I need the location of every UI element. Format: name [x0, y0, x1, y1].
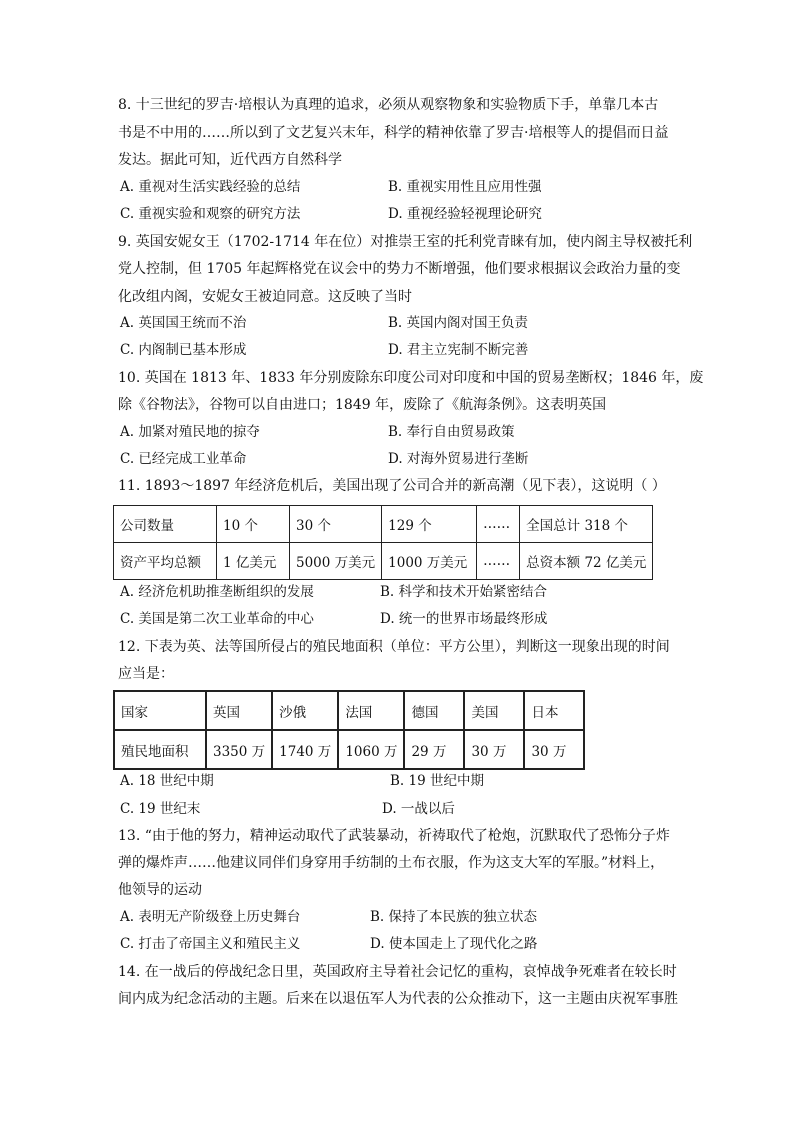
table-cell: 1000 万美元 [382, 543, 477, 580]
q8-option-d: D. 重视经验轻视理论研究 [388, 206, 542, 222]
q13-stem-line-1: 13. “由于他的努力，精神运动取代了武装暴动，祈祷取代了枪炮，沉默取代了恐怖分子炸 [118, 828, 670, 844]
table-row [114, 543, 653, 580]
q13-option-b: B. 保持了本民族的独立状态 [370, 909, 538, 925]
q9-option-a: A. 英国国王统而不治 [120, 315, 247, 331]
table-cell: 德国 [404, 691, 464, 730]
table-cell: 5000 万美元 [290, 543, 382, 580]
table-cell: 公司数量 [114, 506, 217, 543]
q8-stem-line-2: 书是不中用的……所以到了文艺复兴末年，科学的精神依靠了罗吉·培根等人的提倡而日益 [118, 125, 669, 141]
q8-option-a: A. 重视对生活实践经验的总结 [120, 179, 301, 195]
table-cell: 29 万 [404, 730, 464, 769]
q13-stem-line-3: 他领导的运动 [118, 882, 202, 898]
q12-colony-table [113, 690, 585, 770]
q9-option-c: C. 内阁制已基本形成 [120, 342, 247, 358]
q11-option-d: D. 统一的世界市场最终形成 [380, 611, 548, 627]
table-cell: 美国 [464, 691, 524, 730]
table-cell: 3350 万 [206, 730, 272, 769]
q12-option-a: A. 18 世纪中期 [120, 773, 214, 789]
table-cell: 法国 [338, 691, 404, 730]
q9-option-d: D. 君主立宪制不断完善 [388, 342, 529, 358]
q10-option-a: A. 加紧对殖民地的掠夺 [120, 424, 260, 440]
table-cell: …… [477, 506, 520, 543]
q14-stem-line-1: 14. 在一战后的停战纪念日里，英国政府主导着社会记忆的重构，哀悼战争死难者在较长时 [118, 964, 677, 980]
table-cell: 1060 万 [338, 730, 404, 769]
q13-option-d: D. 使本国走上了现代化之路 [370, 936, 538, 952]
q11-merger-table [113, 505, 653, 580]
q12-option-c: C. 19 世纪末 [120, 801, 201, 817]
table-cell: 资产平均总额 [114, 543, 217, 580]
table-cell: 英国 [206, 691, 272, 730]
q13-stem-line-2: 弹的爆炸声……他建议同伴们身穿用手纺制的土布衣服，作为这支大军的军服。”材料上， [118, 855, 665, 871]
q9-stem-line-1: 9. 英国安妮女王（1702-1714 年在位）对推崇王室的托利党青睐有加，使内阁主导权被托利 [118, 234, 693, 250]
table-cell: 1740 万 [272, 730, 338, 769]
q9-stem-line-2: 党人控制，但 1705 年起辉格党在议会中的势力不断增强，他们要求根据议会政治力量的变 [118, 261, 681, 277]
table-cell: 总资本额 72 亿美元 [520, 543, 653, 580]
q13-option-a: A. 表明无产阶级登上历史舞台 [120, 909, 301, 925]
q9-option-b: B. 英国内阁对国王负责 [388, 315, 529, 331]
q12-option-d: D. 一战以后 [382, 801, 455, 817]
table-cell: 30 万 [464, 730, 524, 769]
table-cell: 全国总计 318 个 [520, 506, 653, 543]
q12-option-b: B. 19 世纪中期 [390, 773, 484, 789]
q12-stem-line-1: 12. 下表为英、法等国所侵占的殖民地面积（单位：平方公里），判断这一现象出现的时间 [118, 639, 670, 655]
q11-stem-line-1: 11. 1893～1897 年经济危机后，美国出现了公司合并的新高潮（见下表），这说明（ ） [118, 478, 666, 494]
table-cell: 10 个 [217, 506, 290, 543]
table-cell: 日本 [524, 691, 584, 730]
table-cell: 30 万 [524, 730, 584, 769]
table-row [114, 730, 584, 769]
q14-stem-line-2: 间内成为纪念活动的主题。后来在以退伍军人为代表的公众推动下，这一主题由庆祝军事胜 [118, 991, 678, 1007]
table-row [114, 691, 584, 730]
q10-option-b: B. 奉行自由贸易政策 [388, 424, 515, 440]
q11-option-c: C. 美国是第二次工业革命的中心 [120, 611, 314, 627]
q13-option-c: C. 打击了帝国主义和殖民主义 [120, 936, 301, 952]
q9-stem-line-3: 化改组内阁，安妮女王被迫同意。这反映了当时 [118, 289, 412, 305]
q10-stem-line-1: 10. 英国在 1813 年、1833 年分别废除东印度公司对印度和中国的贸易垄断权；1846 年，废 [118, 370, 704, 386]
table-cell: …… [477, 543, 520, 580]
table-cell: 129 个 [382, 506, 477, 543]
table-cell: 沙俄 [272, 691, 338, 730]
table-row [114, 506, 653, 543]
q11-option-a: A. 经济危机助推垄断组织的发展 [120, 584, 314, 600]
q10-option-d: D. 对海外贸易进行垄断 [388, 451, 529, 467]
q11-option-b: B. 科学和技术开始紧密结合 [380, 584, 548, 600]
table-cell: 殖民地面积 [114, 730, 206, 769]
q8-stem-line-1: 8. 十三世纪的罗吉·培根认为真理的追求，必须从观察物象和实验物质下手，单靠几本古 [118, 97, 659, 113]
q10-stem-line-2: 除《谷物法》，谷物可以自由进口；1849 年，废除了《航海条例》。这表明英国 [118, 397, 607, 413]
table-cell: 30 个 [290, 506, 382, 543]
q10-option-c: C. 已经完成工业革命 [120, 451, 247, 467]
q8-option-b: B. 重视实用性且应用性强 [388, 179, 542, 195]
table-cell: 1 亿美元 [217, 543, 290, 580]
q12-stem-line-2: 应当是： [118, 666, 174, 682]
table-cell: 国家 [114, 691, 206, 730]
q8-option-c: C. 重视实验和观察的研究方法 [120, 206, 301, 222]
q8-stem-line-3: 发达。据此可知，近代西方自然科学 [118, 152, 342, 168]
